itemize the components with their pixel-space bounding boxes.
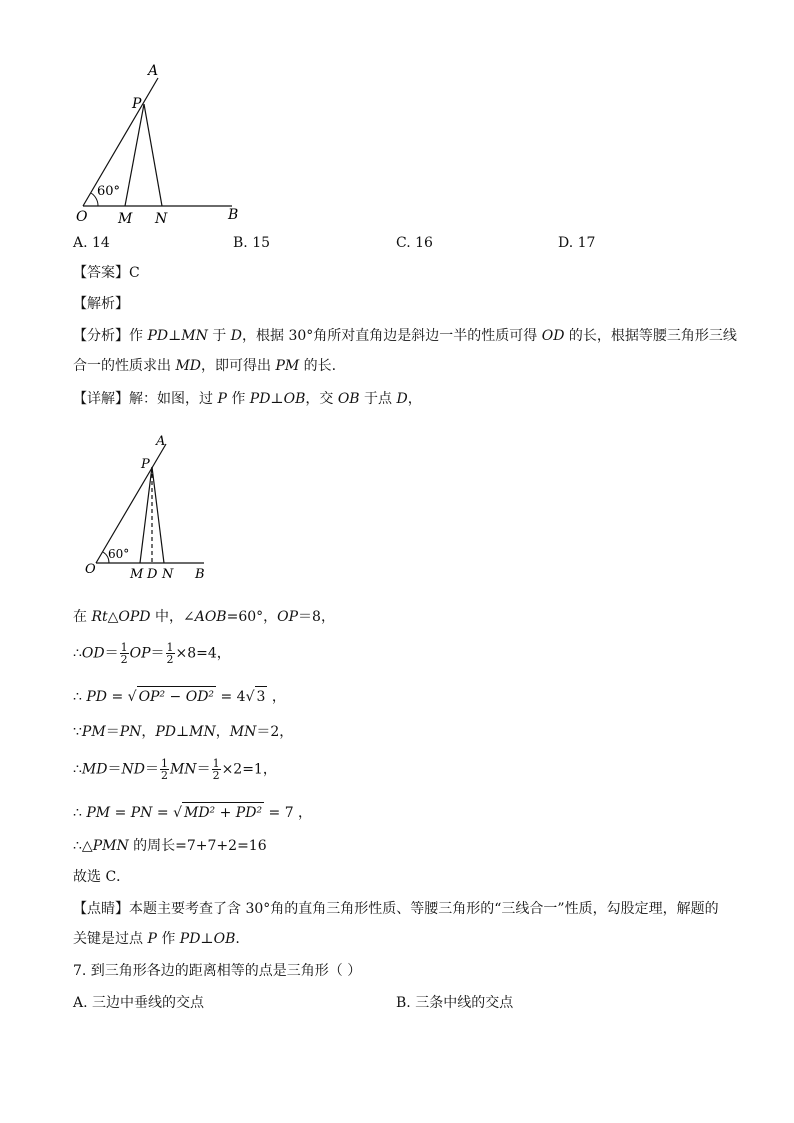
- segment-PM: [140, 467, 152, 563]
- text: ∴△: [73, 838, 93, 854]
- label-angle: 60°: [97, 184, 121, 199]
- text: .: [235, 931, 240, 947]
- label-D: D: [147, 567, 158, 582]
- math-d: D: [396, 391, 408, 407]
- text: = 4: [216, 689, 246, 705]
- text: ，: [407, 391, 422, 407]
- ray-OA: [83, 78, 158, 206]
- label-angle: 60°: [108, 547, 130, 561]
- math: P: [147, 931, 157, 947]
- denominator: 2: [212, 769, 220, 782]
- math-md: MD: [175, 358, 202, 374]
- math: PD: [86, 689, 108, 705]
- denominator: 2: [160, 769, 168, 782]
- math-p: P: [217, 391, 227, 407]
- text: ∴: [73, 689, 87, 705]
- text: ，: [267, 689, 286, 705]
- math: PD⊥OB: [179, 931, 236, 947]
- label-M: M: [118, 211, 133, 227]
- math-d: D: [230, 328, 242, 344]
- label-A: A: [156, 434, 166, 449]
- math-pdmn: PD⊥MN: [147, 328, 208, 344]
- text: 作: [129, 328, 148, 344]
- denominator: 2: [120, 653, 128, 666]
- math: PM: [86, 805, 111, 821]
- step-1: [73, 607, 335, 627]
- text: 的周长=7+7+2=16: [128, 838, 267, 854]
- text: ，: [141, 724, 156, 740]
- fenxi-line-2: [73, 356, 336, 376]
- option-a: A. 14: [73, 235, 110, 251]
- math: AOB: [194, 609, 227, 625]
- math: ND: [121, 761, 145, 778]
- math: Rt△OPD: [91, 609, 151, 625]
- xiangjie-line: [73, 389, 422, 409]
- option-d: D. 17: [558, 235, 596, 251]
- text: ，: [215, 724, 230, 740]
- text: ，根据 30°角所对直角边是斜边一半的性质可得: [242, 328, 542, 344]
- text: ，交: [305, 391, 338, 407]
- fraction-half: [166, 642, 175, 665]
- sqrt-sign: √: [173, 805, 182, 821]
- text: ∵: [73, 724, 82, 740]
- q7-stem: 7. 到三角形各边的距离相等的点是三角形（ ）: [73, 963, 362, 979]
- text: ×2=1，: [221, 761, 277, 778]
- fenxi-tag: 【分析】: [73, 328, 129, 344]
- math: PN: [130, 805, 153, 821]
- answer-line: [73, 263, 140, 283]
- numerator: 1: [212, 757, 220, 770]
- q7-option-a: A. 三边中垂线的交点: [73, 995, 205, 1011]
- label-N: N: [162, 567, 174, 582]
- label-A: A: [148, 63, 159, 79]
- fenxi-line-1: [73, 326, 737, 346]
- label-B: B: [228, 207, 239, 223]
- dianjing-line-2: [73, 929, 240, 949]
- label-N: N: [155, 211, 168, 227]
- math: PN: [119, 724, 142, 740]
- text: =: [152, 805, 174, 821]
- text: 的长，根据等腰三角形三线: [564, 328, 737, 344]
- answer-tag: 【答案】: [73, 265, 129, 281]
- math: OP: [129, 645, 151, 662]
- text: 解：如图，过: [129, 391, 218, 407]
- fraction-half: [212, 758, 221, 781]
- math-pm: PM: [275, 358, 300, 374]
- text: 中，∠: [150, 609, 195, 625]
- numerator: 1: [160, 757, 168, 770]
- label-M: M: [130, 567, 144, 582]
- text: ＝: [107, 761, 122, 778]
- text: =: [110, 805, 131, 821]
- xiangjie-tag: 【详解】: [73, 391, 129, 407]
- text: =60°，: [226, 609, 278, 625]
- math-od: OD: [541, 328, 565, 344]
- numerator: 1: [166, 641, 174, 654]
- step-4: [73, 722, 293, 742]
- text: 合一的性质求出: [73, 358, 176, 374]
- text: 在: [73, 609, 92, 625]
- label-O: O: [85, 562, 96, 577]
- text: ，即可得出: [201, 358, 276, 374]
- fraction-half: [160, 758, 169, 781]
- text: = 7 ，: [264, 805, 313, 821]
- radicand: 3: [255, 686, 268, 707]
- label-O: O: [76, 209, 88, 225]
- figure-2: [80, 430, 220, 585]
- sqrt-sign: √: [127, 689, 137, 705]
- math: MD: [81, 761, 108, 778]
- text: 于点: [359, 391, 397, 407]
- dianjing-tag: 【点睛】: [73, 901, 129, 917]
- text: 作: [156, 931, 180, 947]
- radicand: MD² + PD²: [182, 802, 264, 823]
- text: ＝: [196, 761, 211, 778]
- denominator: 2: [166, 653, 174, 666]
- text: ∴: [73, 645, 82, 662]
- math: PD⊥MN: [155, 724, 216, 740]
- text: 于: [207, 328, 231, 344]
- text: 作: [226, 391, 250, 407]
- math: MN: [169, 761, 197, 778]
- math: OD: [81, 645, 105, 662]
- step-6: [73, 802, 312, 823]
- segment-PN: [144, 104, 162, 206]
- answer-value: C: [129, 265, 140, 281]
- text: 的长.: [299, 358, 337, 374]
- step-7: [73, 836, 267, 856]
- numerator: 1: [120, 641, 128, 654]
- segment-PN: [152, 467, 164, 563]
- math-pdob: PD⊥OB: [249, 391, 306, 407]
- text: ∴: [73, 761, 82, 778]
- fraction-half: [120, 642, 129, 665]
- step-8: 故选 C．: [73, 869, 131, 885]
- sqrt-sign: √: [245, 689, 255, 705]
- option-c: C. 16: [396, 235, 433, 251]
- label-B: B: [195, 567, 205, 582]
- figure-1: [70, 58, 260, 230]
- math: OP: [277, 609, 299, 625]
- text: ＝: [150, 645, 165, 662]
- label-P: P: [141, 457, 150, 472]
- text: =: [107, 689, 128, 705]
- label-P: P: [132, 96, 142, 112]
- option-b: B. 15: [233, 235, 271, 251]
- analysis-tag: 【解析】: [73, 296, 129, 312]
- radicand: OP² − OD²: [137, 686, 216, 707]
- step-3: [73, 686, 286, 707]
- text: ∴: [73, 805, 87, 821]
- math: MN: [229, 724, 257, 740]
- step-5: [73, 758, 277, 781]
- text: ＝: [105, 724, 120, 740]
- text: ＝: [104, 645, 119, 662]
- dianjing-line-1: [73, 899, 719, 919]
- text: ＝: [144, 761, 159, 778]
- text: ＝2，: [256, 724, 294, 740]
- text: ＝8，: [298, 609, 335, 625]
- q7-option-b: B. 三条中线的交点: [396, 995, 514, 1011]
- text: 本题主要考查了含 30°角的直角三角形性质、等腰三角形的“三线合一”性质，勾股定理，解题的: [129, 901, 719, 917]
- math: PMN: [92, 838, 129, 854]
- step-2: [73, 642, 231, 665]
- math-ob: OB: [337, 391, 360, 407]
- math: PM: [81, 724, 106, 740]
- text: ×8=4，: [175, 645, 231, 662]
- text: 关键是过点: [73, 931, 148, 947]
- ray-OA: [96, 444, 166, 563]
- segment-PM: [125, 104, 144, 206]
